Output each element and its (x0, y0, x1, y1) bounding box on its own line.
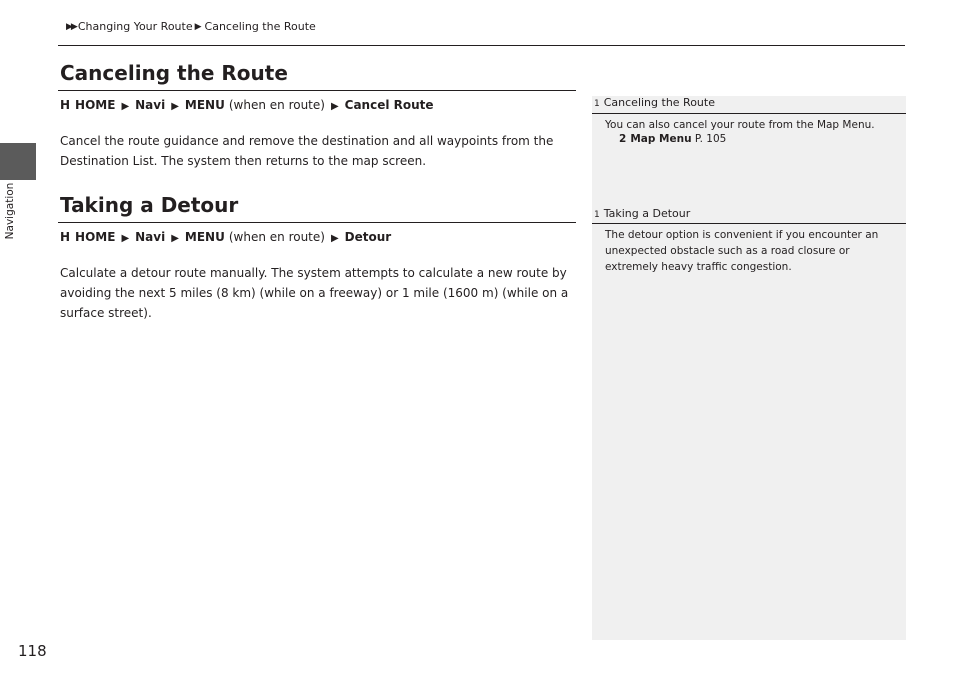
breadcrumb (66, 20, 316, 33)
note-divider (592, 223, 906, 224)
path-home: HOME (75, 230, 116, 244)
header-divider (58, 45, 905, 46)
section-divider (58, 222, 576, 223)
section-body-detour: Calculate a detour route manually. The system attempts to calculate a new route by avoiding the next 5 miles (8 km) (while on a freeway) or 1 mile (1600 m) (while on a surface street). (60, 266, 569, 320)
note-title-detour: 1 Taking a Detour (594, 207, 691, 220)
path-menu: MENU (184, 230, 225, 244)
arrow-icon: ▶ (171, 101, 179, 112)
arrow-icon: ▶ (330, 101, 339, 112)
section-tab-marker (0, 143, 36, 180)
note-cross-reference[interactable]: 2 Map Menu P. 105 (619, 133, 727, 145)
breadcrumb-item-changing-route[interactable]: Changing Your Route (77, 20, 193, 33)
path-navi: Navi (135, 230, 166, 244)
home-icon: H (60, 230, 71, 244)
section-heading-canceling: Canceling the Route (60, 61, 288, 85)
note-title-canceling: 1 Canceling the Route (594, 96, 715, 109)
section-heading-detour: Taking a Detour (60, 193, 239, 217)
path-action: Detour (344, 230, 392, 244)
arrow-icon: ▶ (121, 233, 130, 244)
page-number: 118 (18, 642, 47, 660)
section-divider (58, 90, 576, 91)
arrow-icon: ▶ (330, 233, 339, 244)
path-menu-note: (when en route) (228, 230, 325, 244)
path-navi: Navi (135, 98, 166, 112)
home-icon: H (60, 98, 71, 112)
menu-path-cancel (60, 98, 434, 112)
path-home: HOME (75, 98, 116, 112)
arrow-icon: ▶ (194, 21, 202, 32)
path-menu: MENU (184, 98, 225, 112)
path-menu-note: (when en route) (228, 98, 325, 112)
note-divider (592, 113, 906, 114)
note-marker-icon: 1 (594, 99, 600, 109)
double-arrow-icon: ▶▶ (66, 21, 76, 32)
arrow-icon: ▶ (171, 233, 179, 244)
note-marker-icon: 1 (594, 210, 600, 220)
menu-path-detour (60, 230, 391, 244)
path-action: Cancel Route (344, 98, 434, 112)
note-body-canceling: You can also cancel your route from the Map Menu. (605, 119, 875, 131)
note-body-detour: The detour option is convenient if you encounter an unexpected obstacle such as a road closure or extremely heavy traffic congestion. (605, 229, 879, 273)
cross-reference-icon: 2 (619, 133, 627, 145)
arrow-icon: ▶ (121, 101, 130, 112)
section-body-canceling: Cancel the route guidance and remove the destination and all waypoints from the Destination List. The system then returns to the map screen. (60, 134, 554, 168)
section-side-label: Navigation (4, 182, 16, 240)
notes-panel (592, 96, 906, 640)
breadcrumb-item-canceling-route[interactable]: Canceling the Route (204, 20, 316, 33)
